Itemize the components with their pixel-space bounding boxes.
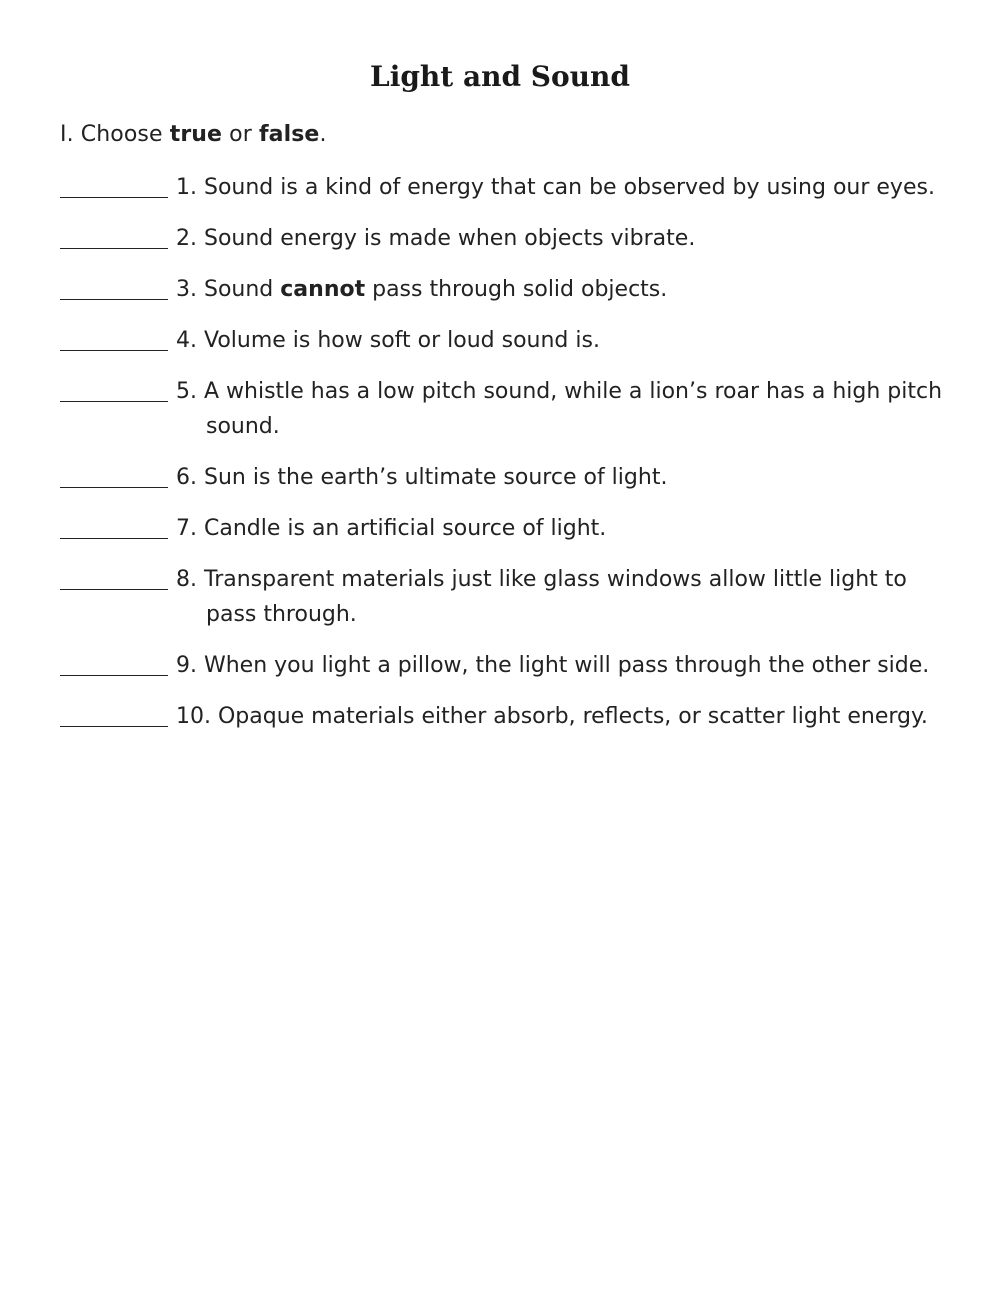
question-text-bold: cannot <box>280 277 366 302</box>
page-title: Light and Sound <box>370 60 630 93</box>
answer-blank-8[interactable] <box>60 589 168 590</box>
question-text: 6. Sun is the earth’s ultimate source of light. <box>176 465 668 490</box>
question-text: 8. Transparent materials just like glass windows allow little light to pass through. <box>176 567 907 627</box>
answer-blank-6[interactable] <box>60 487 168 488</box>
answer-blank-5[interactable] <box>60 401 168 402</box>
question-text: 5. A whistle has a low pitch sound, while a lion’s roar has a high pitch sound. <box>176 379 943 439</box>
answer-blank-2[interactable] <box>60 248 168 249</box>
instruction-suffix: . <box>319 122 327 147</box>
question-text: 4. Volume is how soft or loud sound is. <box>176 328 600 353</box>
question-text-post: pass through solid objects. <box>365 277 668 302</box>
question-9 <box>60 648 950 683</box>
question-text: 10. Opaque materials either absorb, reflects, or scatter light energy. <box>176 704 928 729</box>
question-list <box>60 170 950 750</box>
question-4 <box>60 323 950 358</box>
question-7 <box>60 511 950 546</box>
question-8 <box>60 562 950 632</box>
question-1 <box>60 170 950 205</box>
answer-blank-1[interactable] <box>60 197 168 198</box>
question-6 <box>60 460 950 495</box>
question-5 <box>60 374 950 444</box>
answer-blank-4[interactable] <box>60 350 168 351</box>
instruction-prefix: I. Choose <box>60 122 170 147</box>
question-text-pre: 3. Sound <box>176 277 281 302</box>
question-text: 9. When you light a pillow, the light will pass through the other side. <box>176 653 930 678</box>
question-text: 2. Sound energy is made when objects vibrate. <box>176 226 696 251</box>
answer-blank-3[interactable] <box>60 299 168 300</box>
instruction-middle: or <box>222 122 259 147</box>
answer-blank-7[interactable] <box>60 538 168 539</box>
question-text: 1. Sound is a kind of energy that can be observed by using our eyes. <box>176 175 935 200</box>
question-text: 7. Candle is an artificial source of light. <box>176 516 607 541</box>
answer-blank-9[interactable] <box>60 675 168 676</box>
answer-blank-10[interactable] <box>60 726 168 727</box>
question-10 <box>60 699 950 734</box>
question-2 <box>60 221 950 256</box>
instruction-false: false <box>258 122 320 147</box>
instruction <box>60 120 327 150</box>
instruction-true: true <box>169 122 223 147</box>
question-3 <box>60 272 950 307</box>
